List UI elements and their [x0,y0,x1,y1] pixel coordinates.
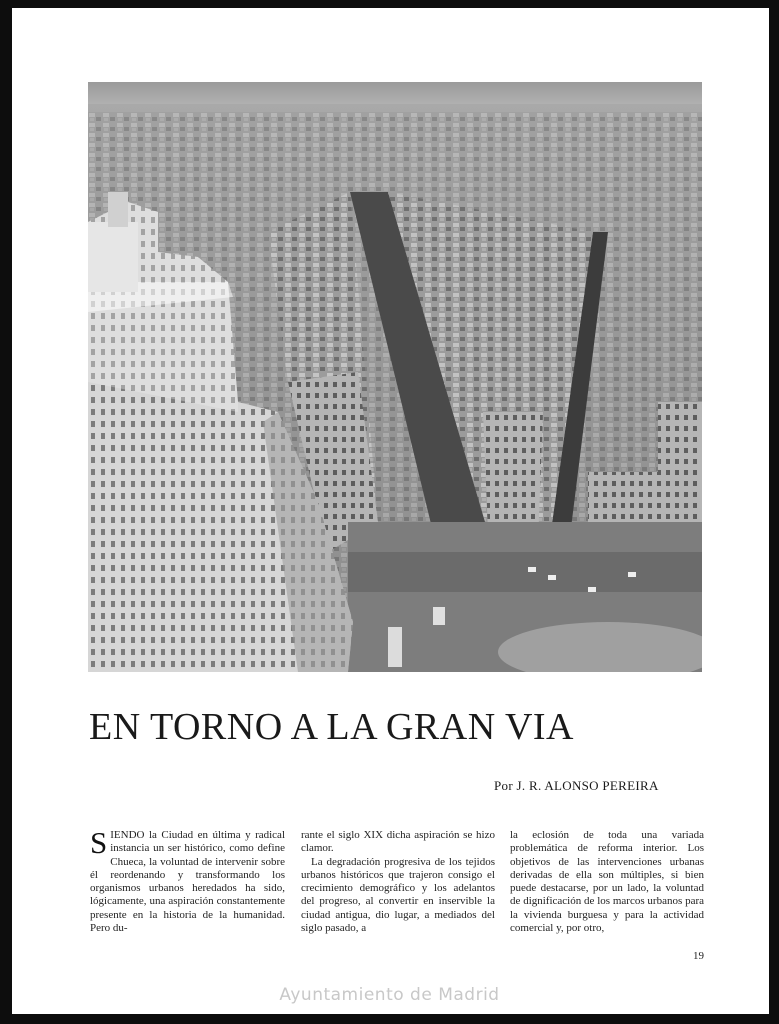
column-1-text: IENDO la Ciudad en última y radical instancia un ser histórico, como define Chueca, la voluntad de intervenir sobre él reordenando y transformando los organismos urbanos heredados ha sido, lógicamente, una aspiración constantemente presente en la historia de la humanidad. Pero du- [90,829,285,935]
column-2-paragraph-1: rante el siglo XIX dicha aspiración se hizo clamor. [301,829,495,855]
column-2-paragraph-2: La degradación progresiva de los tejidos urbanos históricos que trajeron consigo el crecimiento demográfico y los adelantos del progreso, al convertir en inservible la ciudad antigua, dio lugar, a mediados del siglo pasado, a [301,855,495,935]
page-number: 19 [693,950,704,962]
article-title: EN TORNO A LA GRAN VIA [89,706,574,748]
scan-border [0,1014,779,1024]
article-column-2 [301,829,495,935]
article-column-3 [510,829,704,935]
drop-cap: S [90,825,108,860]
column-3-text: la eclosión de toda una variada problemática de reforma interior. Los objetivos de las intervenciones urbanas derivadas de ella son múltiples, si bien puede destacarse, por un lado, la voluntad de dignificación de los marcos urbanos para la vivienda burguesa y para la actividad comercial y, por otro, [510,829,704,935]
article-byline: Por J. R. ALONSO PEREIRA [494,778,659,793]
watermark: Ayuntamiento de Madrid [279,985,500,1005]
article-column-1 [90,825,285,935]
aerial-photo-gran-via [88,82,702,672]
